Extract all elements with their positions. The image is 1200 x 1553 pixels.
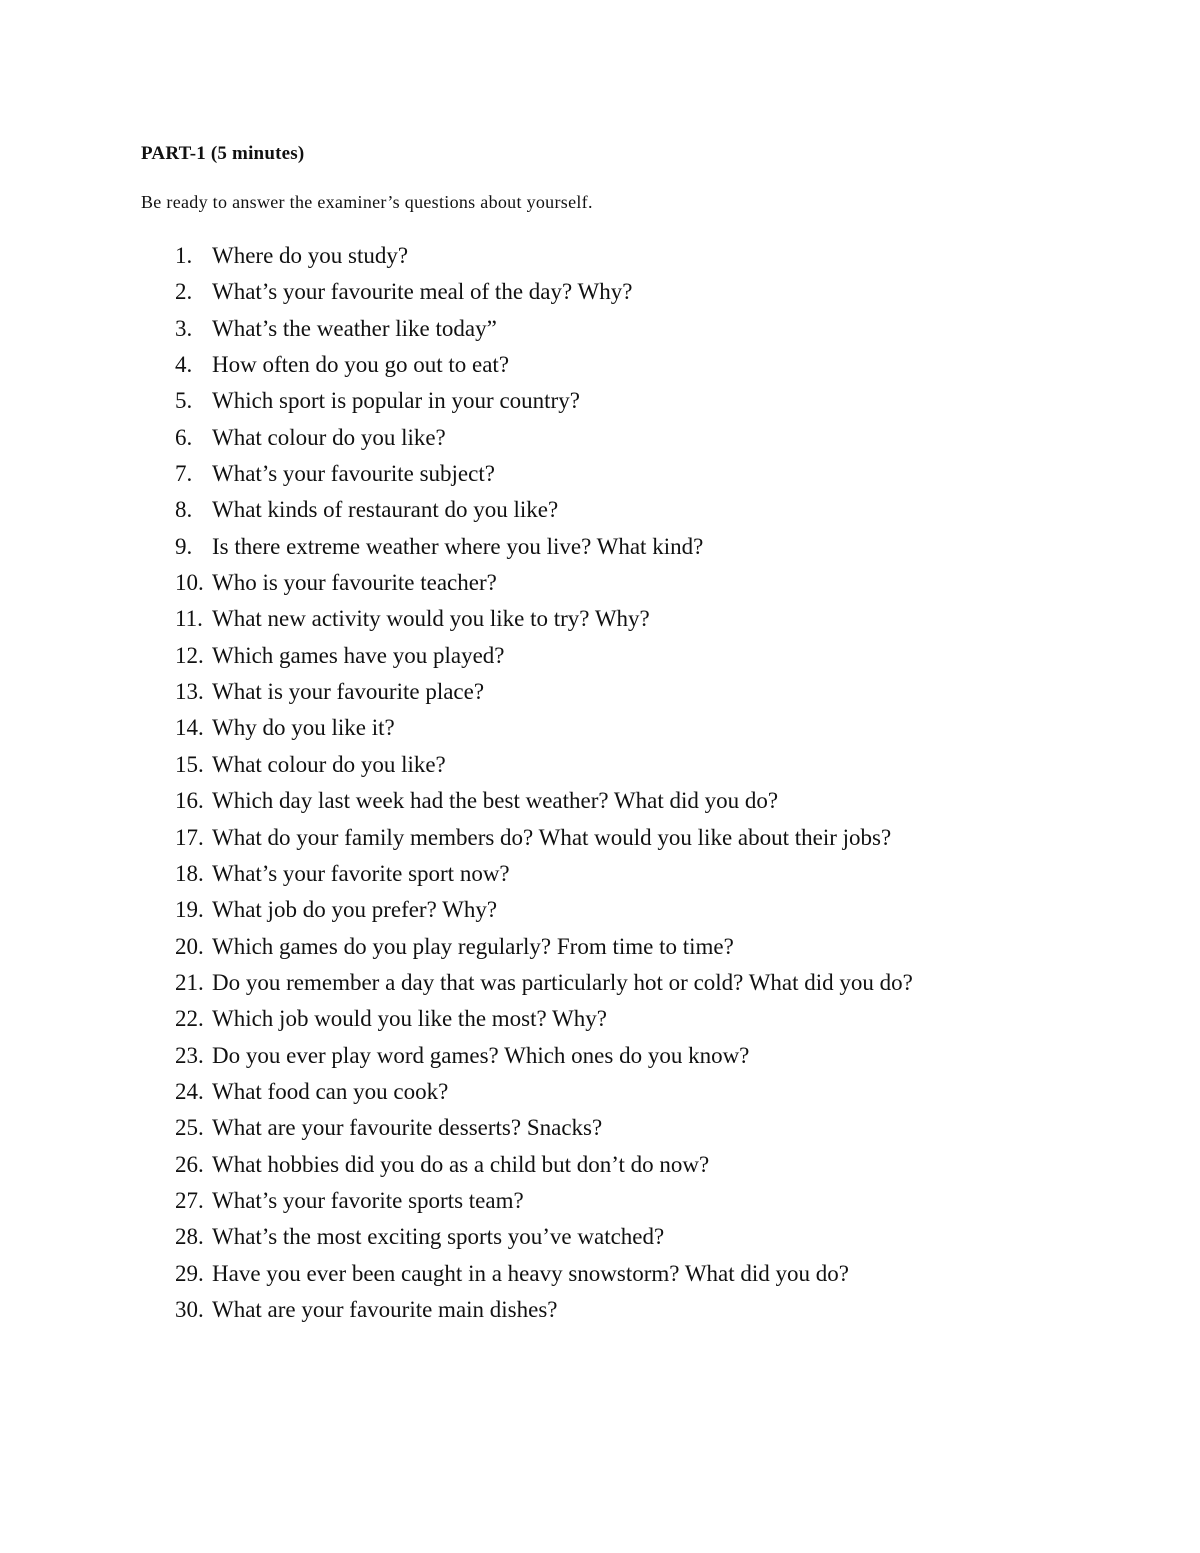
question-item xyxy=(175,347,913,383)
question-item xyxy=(175,892,913,928)
question-item xyxy=(175,747,913,783)
question-item xyxy=(175,1183,913,1219)
question-number: 6. xyxy=(175,424,193,450)
question-text: What colour do you like? xyxy=(212,424,446,450)
question-number: 28. xyxy=(175,1224,204,1250)
question-text: What food can you cook? xyxy=(212,1078,449,1104)
question-item xyxy=(175,529,913,565)
question-number: 1. xyxy=(175,243,193,268)
question-item xyxy=(175,492,913,528)
question-text: Which sport is popular in your country? xyxy=(212,388,580,414)
question-number: 15. xyxy=(175,751,204,777)
question-number: 8. xyxy=(175,497,193,523)
question-number: 29. xyxy=(175,1260,204,1286)
question-text: Do you ever play word games? Which ones do you know? xyxy=(212,1042,750,1068)
question-item xyxy=(175,383,913,419)
question-item xyxy=(175,856,913,892)
question-number: 20. xyxy=(175,933,204,959)
question-text: What colour do you like? xyxy=(212,751,446,777)
question-text: What job do you prefer? Why? xyxy=(212,897,498,923)
question-number: 12. xyxy=(175,642,204,668)
question-number: 23. xyxy=(175,1042,204,1068)
question-number: 18. xyxy=(175,860,204,886)
question-text: What’s your favorite sport now? xyxy=(212,860,510,886)
question-text: Where do you study? xyxy=(212,243,409,268)
question-text: What hobbies did you do as a child but don’t do now? xyxy=(212,1151,710,1177)
question-text: What new activity would you like to try? Why? xyxy=(212,606,650,632)
question-number: 25. xyxy=(175,1115,204,1141)
question-text: What are your favourite main dishes? xyxy=(212,1296,558,1322)
question-text: What kinds of restaurant do you like? xyxy=(212,497,559,523)
question-item xyxy=(175,783,913,819)
question-text: How often do you go out to eat? xyxy=(212,352,510,378)
question-item xyxy=(175,820,913,856)
question-number: 21. xyxy=(175,969,204,995)
question-text: Is there extreme weather where you live? What kind? xyxy=(212,533,704,559)
question-text: What’s the weather like today” xyxy=(212,315,497,341)
question-text: What’s your favorite sports team? xyxy=(212,1187,524,1213)
question-item xyxy=(175,638,913,674)
question-text: Which games have you played? xyxy=(212,642,505,668)
question-number: 27. xyxy=(175,1187,204,1213)
question-item xyxy=(175,238,913,274)
question-item xyxy=(175,965,913,1001)
question-number: 2. xyxy=(175,279,193,305)
question-item xyxy=(175,1074,913,1110)
question-number: 3. xyxy=(175,315,193,341)
question-item xyxy=(175,710,913,746)
question-number: 4. xyxy=(175,352,193,378)
question-number: 26. xyxy=(175,1151,204,1177)
question-text: What are your favourite desserts? Snacks? xyxy=(212,1115,603,1141)
question-text: What’s the most exciting sports you’ve watched? xyxy=(212,1224,665,1250)
question-item xyxy=(175,1256,913,1292)
question-text: Have you ever been caught in a heavy snowstorm? What did you do? xyxy=(212,1260,849,1286)
question-item xyxy=(175,1292,913,1328)
question-text: What do your family members do? What would you like about their jobs? xyxy=(212,824,892,850)
question-list xyxy=(175,238,913,1328)
question-number: 17. xyxy=(175,824,204,850)
question-item xyxy=(175,420,913,456)
question-number: 11. xyxy=(175,606,203,632)
question-item xyxy=(175,674,913,710)
question-item xyxy=(175,1110,913,1146)
question-number: 9. xyxy=(175,533,193,559)
question-number: 10. xyxy=(175,570,204,596)
question-text: Which job would you like the most? Why? xyxy=(212,1006,607,1032)
question-number: 30. xyxy=(175,1296,204,1322)
question-text: Do you remember a day that was particularly hot or cold? What did you do? xyxy=(212,969,913,995)
instruction-text: Be ready to answer the examiner’s questions about yourself. xyxy=(141,192,593,212)
question-item xyxy=(175,1147,913,1183)
question-text: Which games do you play regularly? From time to time? xyxy=(212,933,734,959)
question-item xyxy=(175,1219,913,1255)
question-text: Which day last week had the best weather? What did you do? xyxy=(212,788,779,814)
question-item xyxy=(175,311,913,347)
question-text: Why do you like it? xyxy=(212,715,395,741)
section-heading: PART-1 (5 minutes) xyxy=(141,143,305,164)
question-number: 24. xyxy=(175,1078,204,1104)
question-item xyxy=(175,1038,913,1074)
question-number: 19. xyxy=(175,897,204,923)
question-text: What’s your favourite meal of the day? Why? xyxy=(212,279,633,305)
question-text: What’s your favourite subject? xyxy=(212,461,495,487)
question-text: Who is your favourite teacher? xyxy=(212,570,497,596)
question-item xyxy=(175,565,913,601)
question-number: 7. xyxy=(175,461,193,487)
question-number: 13. xyxy=(175,679,204,705)
question-number: 16. xyxy=(175,788,204,814)
question-number: 14. xyxy=(175,715,204,741)
question-item xyxy=(175,1001,913,1037)
question-item xyxy=(175,601,913,637)
question-number: 22. xyxy=(175,1006,204,1032)
question-text: What is your favourite place? xyxy=(212,679,485,705)
question-item xyxy=(175,274,913,310)
question-item xyxy=(175,929,913,965)
question-number: 5. xyxy=(175,388,193,414)
question-item xyxy=(175,456,913,492)
